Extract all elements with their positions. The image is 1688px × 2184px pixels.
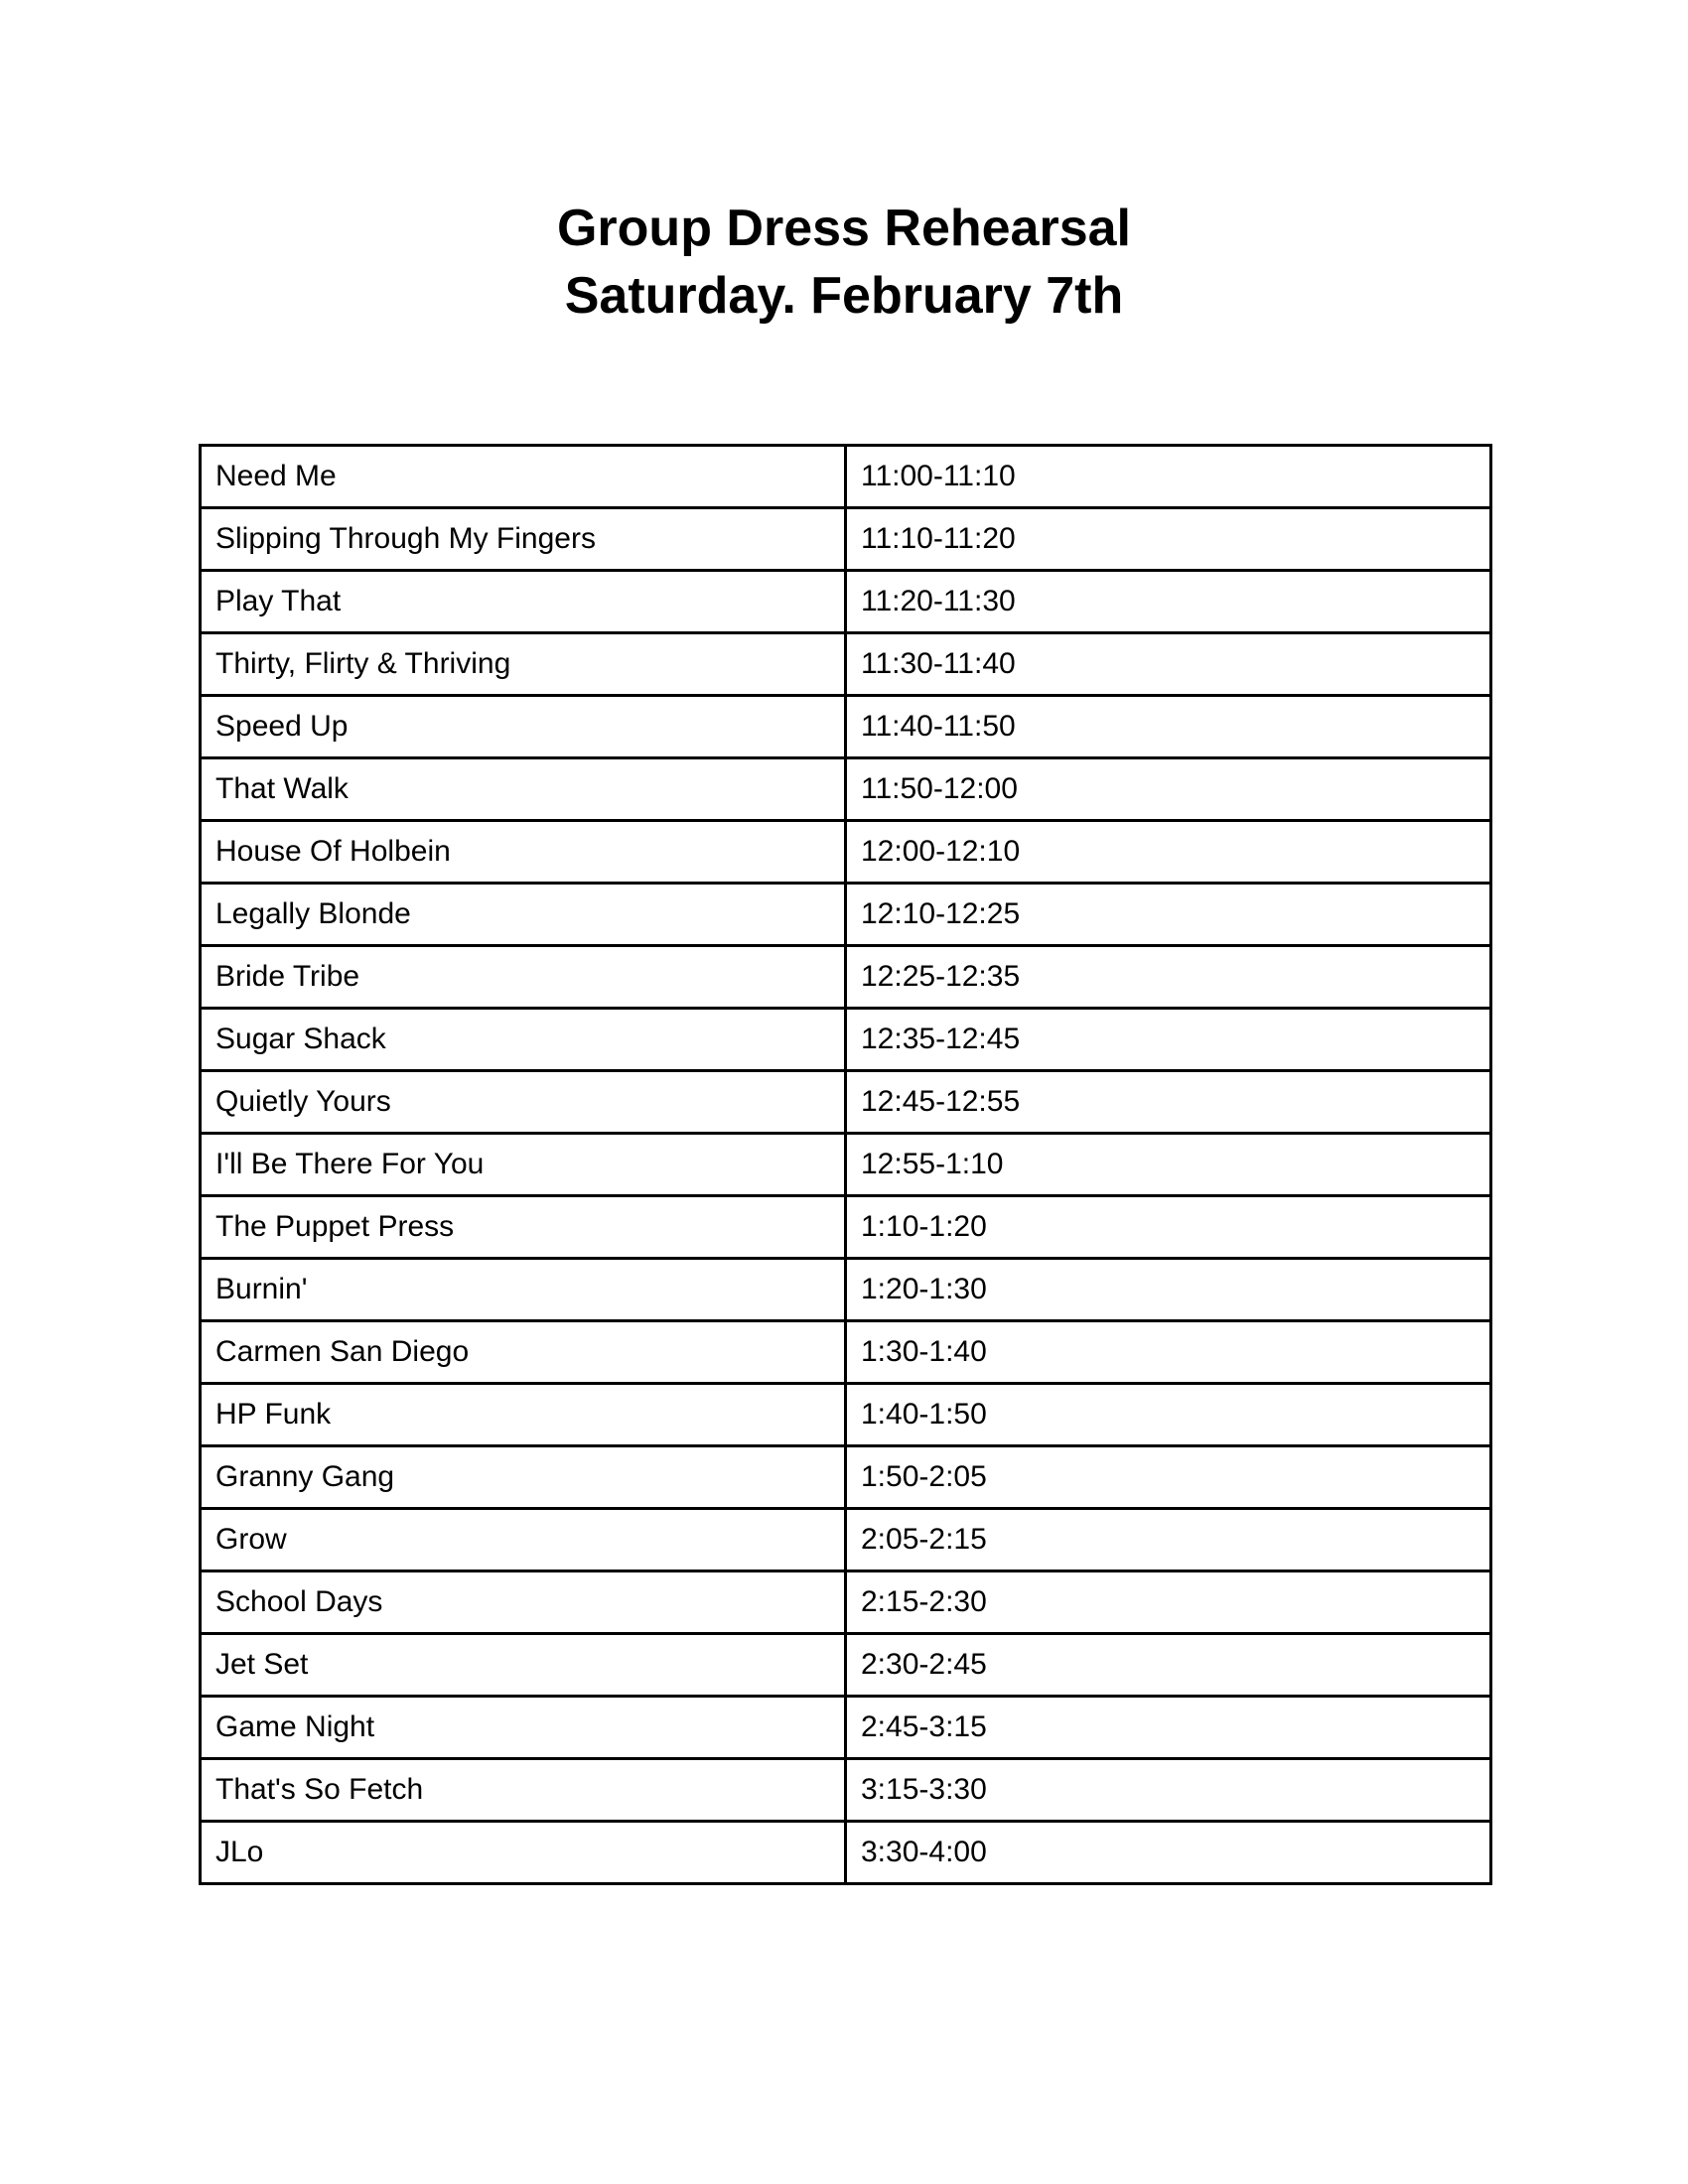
- table-row: [201, 1822, 1491, 1884]
- routine-name: Need Me: [201, 446, 846, 508]
- table-row: [201, 1196, 1491, 1259]
- table-row: [201, 696, 1491, 758]
- routine-name: Slipping Through My Fingers: [201, 508, 846, 571]
- routine-name: That's So Fetch: [201, 1759, 846, 1822]
- table-row: [201, 1384, 1491, 1446]
- time-slot: 12:25-12:35: [846, 946, 1491, 1009]
- time-slot: 1:20-1:30: [846, 1259, 1491, 1321]
- time-slot: 11:00-11:10: [846, 446, 1491, 508]
- time-slot: 11:30-11:40: [846, 633, 1491, 696]
- routine-name: Speed Up: [201, 696, 846, 758]
- time-slot: 12:35-12:45: [846, 1009, 1491, 1071]
- time-slot: 12:55-1:10: [846, 1134, 1491, 1196]
- table-row: [201, 446, 1491, 508]
- time-slot: 2:30-2:45: [846, 1634, 1491, 1697]
- schedule-body: [201, 446, 1491, 1884]
- time-slot: 1:50-2:05: [846, 1446, 1491, 1509]
- time-slot: 12:00-12:10: [846, 821, 1491, 884]
- page-subtitle-date: Saturday. February 7th: [564, 267, 1124, 325]
- routine-name: Play That: [201, 571, 846, 633]
- routine-name: Granny Gang: [201, 1446, 846, 1509]
- table-row: [201, 1071, 1491, 1134]
- routine-name: Game Night: [201, 1697, 846, 1759]
- routine-name: Carmen San Diego: [201, 1321, 846, 1384]
- routine-name: Jet Set: [201, 1634, 846, 1697]
- time-slot: 11:20-11:30: [846, 571, 1491, 633]
- routine-name: Quietly Yours: [201, 1071, 846, 1134]
- table-row: [201, 758, 1491, 821]
- table-row: [201, 1697, 1491, 1759]
- table-row: [201, 633, 1491, 696]
- time-slot: 11:40-11:50: [846, 696, 1491, 758]
- table-row: [201, 1134, 1491, 1196]
- routine-name: I'll Be There For You: [201, 1134, 846, 1196]
- table-row: [201, 821, 1491, 884]
- routine-name: Legally Blonde: [201, 884, 846, 946]
- routine-name: School Days: [201, 1571, 846, 1634]
- time-slot: 3:15-3:30: [846, 1759, 1491, 1822]
- time-slot: 1:40-1:50: [846, 1384, 1491, 1446]
- table-row: [201, 1571, 1491, 1634]
- routine-name: Grow: [201, 1509, 846, 1571]
- routine-name: Sugar Shack: [201, 1009, 846, 1071]
- routine-name: The Puppet Press: [201, 1196, 846, 1259]
- table-row: [201, 1009, 1491, 1071]
- time-slot: 12:10-12:25: [846, 884, 1491, 946]
- table-row: [201, 1321, 1491, 1384]
- routine-name: Burnin': [201, 1259, 846, 1321]
- time-slot: 2:45-3:15: [846, 1697, 1491, 1759]
- time-slot: 12:45-12:55: [846, 1071, 1491, 1134]
- time-slot: 1:10-1:20: [846, 1196, 1491, 1259]
- routine-name: House Of Holbein: [201, 821, 846, 884]
- table-row: [201, 946, 1491, 1009]
- routine-name: JLo: [201, 1822, 846, 1884]
- routine-name: HP Funk: [201, 1384, 846, 1446]
- table-row: [201, 884, 1491, 946]
- time-slot: 2:05-2:15: [846, 1509, 1491, 1571]
- time-slot: 2:15-2:30: [846, 1571, 1491, 1634]
- time-slot: 1:30-1:40: [846, 1321, 1491, 1384]
- routine-name: Thirty, Flirty & Thriving: [201, 633, 846, 696]
- table-row: [201, 508, 1491, 571]
- table-row: [201, 571, 1491, 633]
- time-slot: 3:30-4:00: [846, 1822, 1491, 1884]
- time-slot: 11:50-12:00: [846, 758, 1491, 821]
- page-title: Group Dress Rehearsal: [556, 200, 1132, 257]
- table-row: [201, 1509, 1491, 1571]
- table-row: [201, 1446, 1491, 1509]
- table-row: [201, 1259, 1491, 1321]
- time-slot: 11:10-11:20: [846, 508, 1491, 571]
- table-row: [201, 1759, 1491, 1822]
- routine-name: Bride Tribe: [201, 946, 846, 1009]
- schedule-table: [199, 444, 1492, 1885]
- title-block: [0, 195, 1688, 330]
- table-row: [201, 1634, 1491, 1697]
- routine-name: That Walk: [201, 758, 846, 821]
